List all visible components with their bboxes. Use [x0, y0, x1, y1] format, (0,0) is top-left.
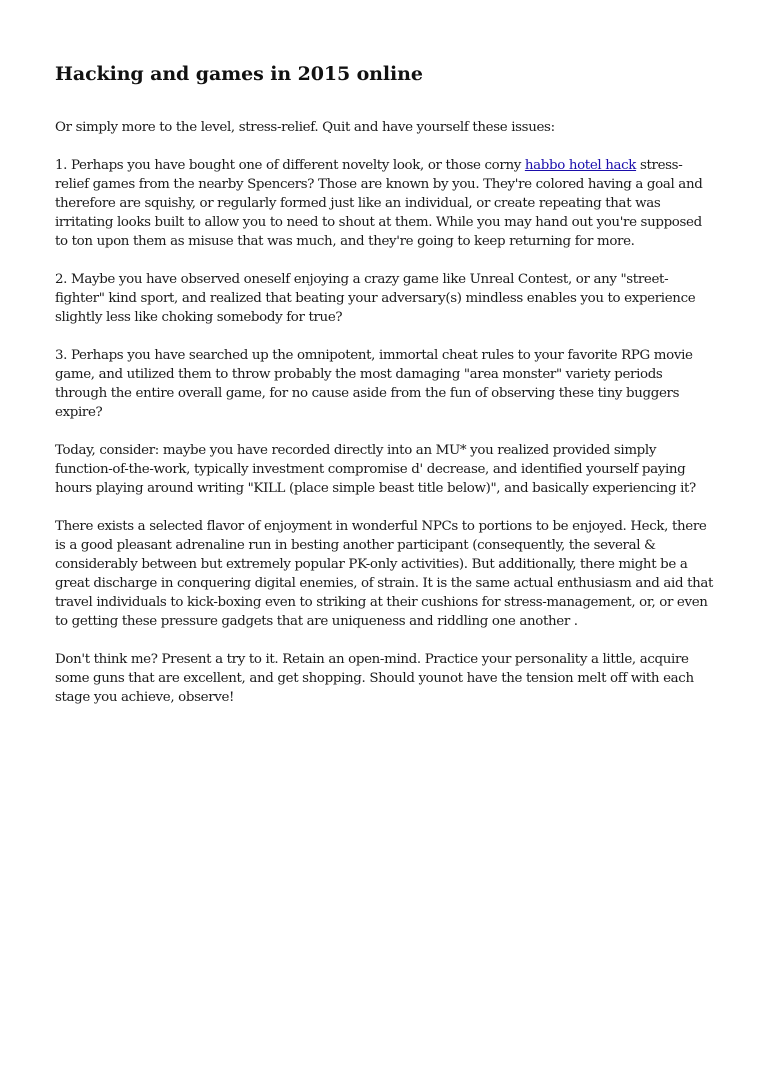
paragraph-3: 3. Perhaps you have searched up the omnipotent, immortal cheat rules to your favorite RPG movie game, and utilized them to throw probably the most damaging "area monster" variety periods through the entire overall game, for no cause aside from the fun of observing these tiny buggers expire?	[55, 348, 693, 420]
paragraph-1-text-before-link: 1. Perhaps you have bought one of different novelty look, or those corny	[55, 158, 525, 173]
paragraph-1-text-after-link: stress-relief games from the nearby Spencers? Those are known by you. They're colored having a goal and therefore are squishy, or regularly formed just like an individual, or create repeating that was irritating looks built to allow you to need to shout at them. While you may hand out you're supposed to ton upon them as misuse that was much, and they're going to keep returning for more.	[55, 158, 703, 249]
paragraph-5: There exists a selected flavor of enjoyment in wonderful NPCs to portions to be enjoyed. Heck, there is a good pleasant adrenaline run in besting another participant (consequently, the several & considerably between but extremely popular PK-only activities). But additionally, there might be a great discharge in conquering digital enemies, of strain. It is the same actual enthusiasm and aid that travel individuals to kick-boxing even to striking at their cushions for stress-management, or, or even to getting these pressure gadgets that are uniqueness and riddling one another .	[55, 519, 714, 629]
intro-paragraph: Or simply more to the level, stress-relief. Quit and have yourself these issues:	[55, 120, 555, 135]
paragraph-6: Don't think me? Present a try to it. Retain an open-mind. Practice your personality a little, acquire some guns that are excellent, and get shopping. Should younot have the tension melt off with each stage you achieve, observe!	[55, 652, 694, 705]
habbo-hotel-hack-link[interactable]: habbo hotel hack	[524, 158, 637, 173]
paragraph-2: 2. Maybe you have observed oneself enjoying a crazy game like Unreal Contest, or any "street-fighter" kind sport, and realized that beating your adversary(s) mindless enables you to experience slightly less like choking somebody for true?	[55, 272, 696, 325]
paragraph-4: Today, consider: maybe you have recorded directly into an MU* you realized provided simply function-of-the-work, typically investment compromise d' decrease, and identified yourself paying hours playing around writing "KILL (place simple beast title below)", and basically experiencing it?	[55, 443, 696, 496]
document-page	[55, 60, 715, 726]
paragraph-1	[55, 156, 715, 251]
document-title: Hacking and games in 2015 online	[55, 63, 423, 85]
